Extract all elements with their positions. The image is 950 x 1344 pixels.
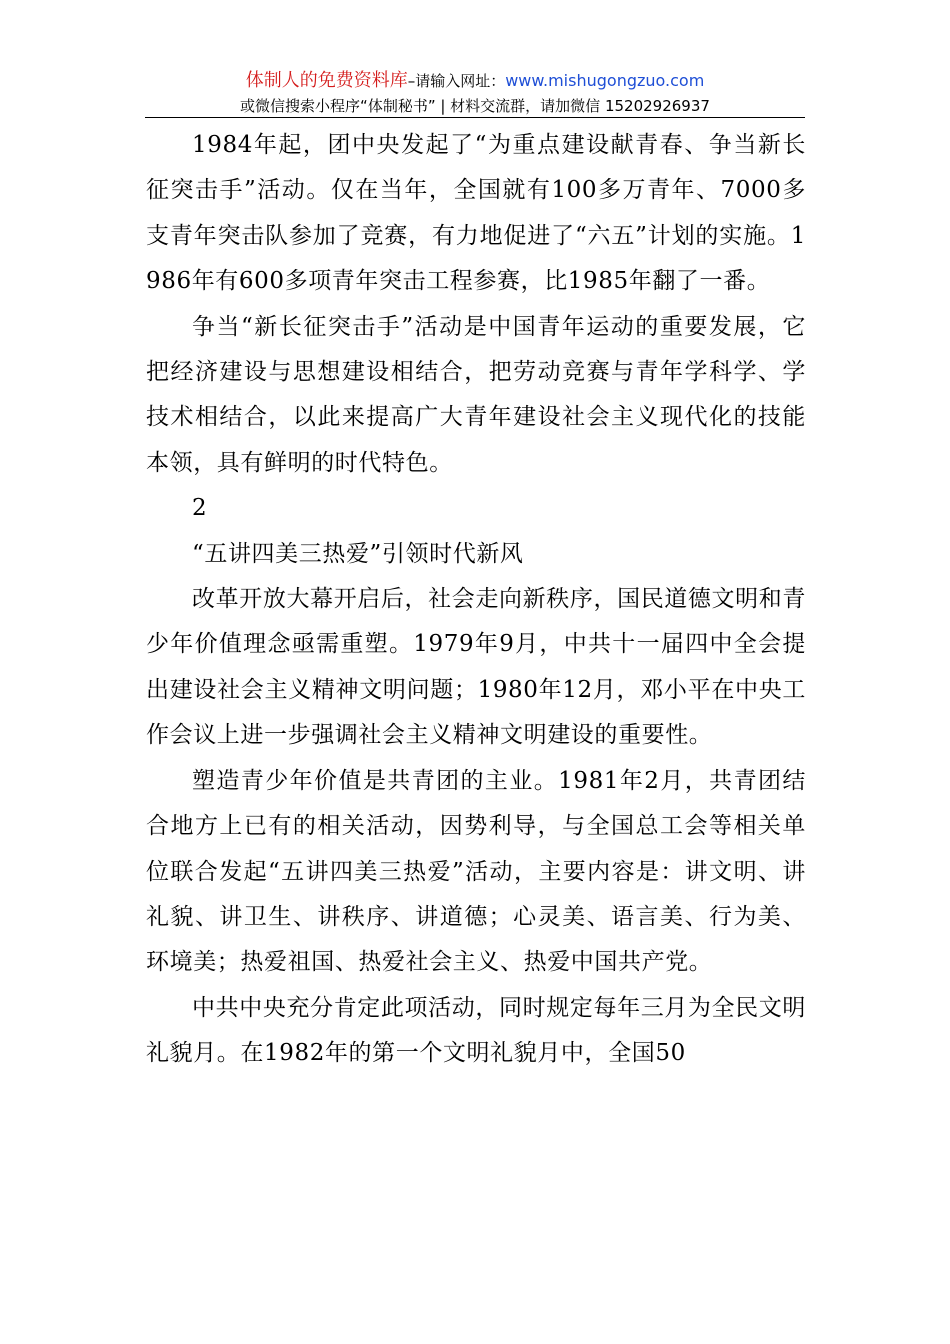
section-heading: “五讲四美三热爱”引领时代新风 <box>192 540 524 567</box>
url-prompt: –请输入网址： <box>407 72 506 90</box>
paragraph-3: 改革开放大幕开启后，社会走向新秩序，国民道德文明和青少年价值理念亟需重塑。1979年9月，中共十一届四中全会提出建设社会主义精神文明问题；1980年12月，邓小平在中央工作会议上进一步强调社会主义精神文明建设的重要性。 <box>146 586 806 749</box>
website-link[interactable]: www.mishugongzuo.com <box>505 71 705 90</box>
paragraph-5: 中共中央充分肯定此项活动，同时规定每年三月为全民文明礼貌月。在1982年的第一个文明礼貌月中，全国50 <box>146 994 806 1067</box>
paragraph-1: 1984年起，团中央发起了“为重点建设献青春、争当新长征突击手”活动。仅在当年，全国就有100多万青年、7000多支青年突击队参加了竞赛，有力地促进了“六五”计划的实施。1986年有600多项青年突击工程参赛，比1985年翻了一番。 <box>146 132 806 295</box>
header-divider <box>145 117 805 118</box>
header-line-1 <box>145 68 805 94</box>
page-header <box>145 68 805 117</box>
document-body <box>146 123 806 1077</box>
header-line-2: 或微信搜索小程序“体制秘书” | 材料交流群，请加微信 15202926937 <box>240 97 710 115</box>
paragraph-4: 塑造青少年价值是共青团的主业。1981年2月，共青团结合地方上已有的相关活动，因势利导，与全国总工会等相关单位联合发起“五讲四美三热爱”活动，主要内容是：讲文明、讲礼貌、讲卫生、讲秩序、讲道德；心灵美、语言美、行为美、环境美；热爱祖国、热爱社会主义、热爱中国共产党。 <box>146 767 806 976</box>
paragraph-2: 争当“新长征突击手”活动是中国青年运动的重要发展，它把经济建设与思想建设相结合，把劳动竞赛与青年学科学、学技术相结合，以此来提高广大青年建设社会主义现代化的技能本领，具有鲜明的时代特色。 <box>146 313 806 476</box>
section-number: 2 <box>192 495 208 522</box>
brand-name: 体制人的免费资料库 <box>245 70 408 91</box>
